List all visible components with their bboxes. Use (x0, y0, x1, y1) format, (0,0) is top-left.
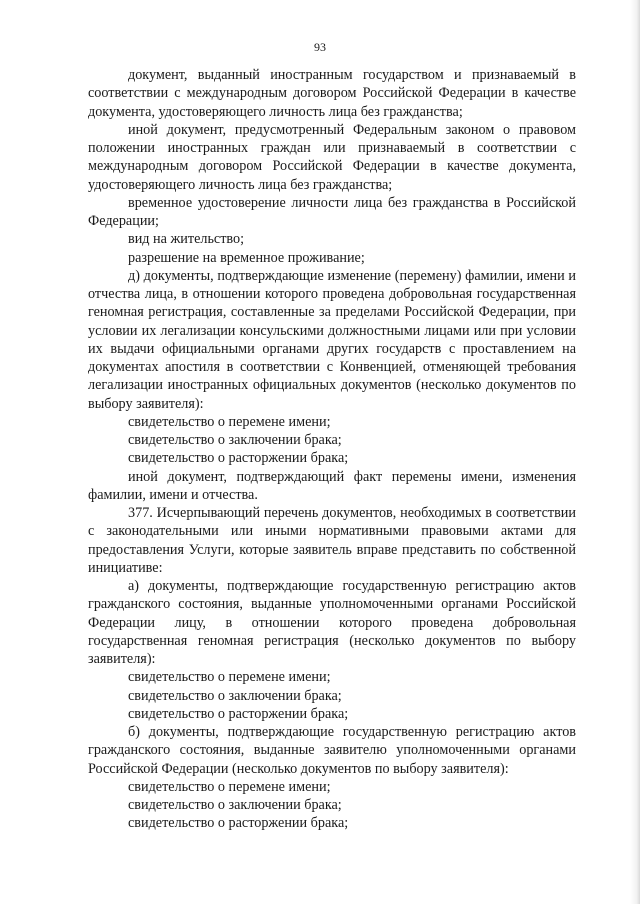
scan-edge-shadow (630, 0, 640, 904)
list-item-name-change-certificate: свидетельство о перемене имени; (128, 669, 331, 686)
paragraph-377: 377. Исчерпывающий перечень документов, необходимых в соответствии с законодательными или иными нормативными правовыми актами для предоставления Услуги, которые заявитель вправе представить по собственной инициативе: (88, 505, 576, 576)
list-item-marriage-certificate: свидетельство о заключении брака; (128, 687, 342, 704)
paragraph-b-civil-registration: б) документы, подтверждающие государственную регистрацию актов гражданского состояния, выданные заявителю уполномоченными органами Российской Федерации (несколько документов по выбору заявителя): (88, 724, 576, 777)
list-item-divorce-certificate: свидетельство о расторжении брака; (128, 705, 349, 722)
list-item-divorce-certificate: свидетельство о расторжении брака; (128, 815, 349, 832)
list-item-residence-permit: вид на жительство; (128, 231, 245, 248)
document-body (88, 66, 576, 833)
paragraph-foreign-state-document: документ, выданный иностранным государством и признаваемый в соответствии с международным договором Российской Федерации в качестве документа, удостоверяющего личность лица без гражданства; (88, 67, 576, 120)
page-number: 93 (314, 40, 326, 54)
paragraph-d-name-change-documents: д) документы, подтверждающие изменение (перемену) фамилии, имени и отчества лица, в отношении которого проведена добровольная государственная геномная регистрация, составленные за пределами Российской Федерации, при условии их легализации консульскими должностными лицами или при условии их выдачи официальными органами других государств с проставлением на документах апостиля в соответствии с Конвенцией, отменяющей требования легализации иностранных официальных документов (несколько документов по выбору заявителя): (88, 267, 576, 412)
paragraph-a-civil-registration: а) документы, подтверждающие государственную регистрацию актов гражданского состояния, выданные уполномоченными органами Российской Федерации лицу, в отношении которого проведена добровольная государственная геномная регистрация (несколько документов по выбору заявителя): (88, 578, 576, 667)
paragraph-other-document: иной документ, предусмотренный Федеральным законом о правовом положении иностранных граждан или признаваемый в соответствии с международным договором Российской Федерации в качестве документа, удостоверяющего личность лица без гражданства; (88, 121, 576, 193)
list-item-temporary-residence: разрешение на временное проживание; (128, 249, 365, 266)
list-item-divorce-certificate: свидетельство о расторжении брака; (128, 450, 349, 467)
list-item-name-change-certificate: свидетельство о перемене имени; (128, 413, 331, 430)
paragraph-temporary-certificate: временное удостоверение личности лица без гражданства в Российской Федерации; (88, 194, 576, 229)
list-item-marriage-certificate: свидетельство о заключении брака; (128, 432, 342, 448)
paragraph-other-name-change-document: иной документ, подтверждающий факт перемены имени, изменения фамилии, имени и отчества. (88, 468, 576, 503)
list-item-name-change-certificate: свидетельство о перемене имени; (128, 778, 331, 795)
list-item-marriage-certificate: свидетельство о заключении брака; (128, 797, 342, 813)
